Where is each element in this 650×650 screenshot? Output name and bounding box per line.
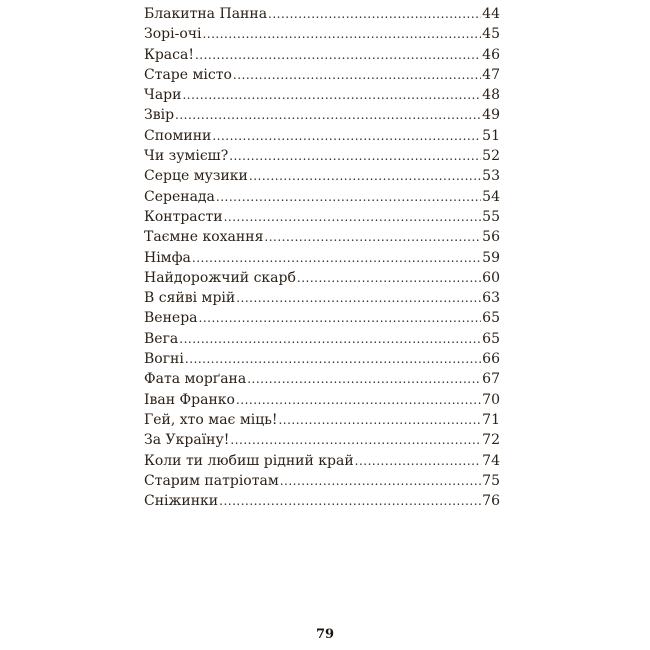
- toc-leader-dots: [185, 349, 481, 369]
- toc-leader-dots: [182, 85, 481, 105]
- toc-entry-page: 52: [482, 148, 500, 165]
- toc-entry-title: Старим патріотам: [144, 472, 279, 489]
- toc-entry-title: В сяйві мрій: [144, 290, 236, 307]
- toc-entry-page: 49: [482, 107, 500, 124]
- toc-entry-title: Фата морґана: [144, 371, 247, 388]
- toc-leader-dots: [280, 471, 481, 491]
- toc-entry-page: 60: [482, 269, 500, 286]
- toc-entry-title: Чи зумієш?: [144, 148, 229, 165]
- toc-entry: [144, 451, 500, 471]
- toc-leader-dots: [247, 369, 481, 389]
- toc-leader-dots: [199, 308, 482, 328]
- toc-entry-title: Краса!: [144, 46, 194, 63]
- page-number: 79: [315, 627, 335, 642]
- toc-entry: [144, 4, 500, 24]
- toc-entry: [144, 105, 500, 125]
- toc-entry: [144, 24, 500, 44]
- toc-entry: [144, 288, 500, 308]
- toc-entry-page: 70: [482, 391, 500, 408]
- toc-entry-page: 72: [482, 432, 500, 449]
- toc-entry: [144, 166, 500, 186]
- toc-entry-title: Коли ти любиш рідний край: [144, 452, 354, 469]
- toc-entry-page: 44: [482, 6, 500, 22]
- toc-entry-page: 74: [482, 452, 500, 469]
- toc-entry-title: Контрасти: [144, 208, 223, 225]
- toc-leader-dots: [192, 248, 481, 268]
- toc-entry-title: Чари: [144, 87, 182, 104]
- toc-entry: [144, 268, 500, 288]
- toc-entry: [144, 146, 500, 166]
- toc-entry-page: 63: [482, 290, 500, 307]
- toc-entry-page: 75: [482, 472, 500, 489]
- toc-entry-title: Зорі-очі: [144, 26, 202, 43]
- toc-entry-page: 55: [482, 208, 500, 225]
- toc-entry-title: Старе місто: [144, 66, 232, 83]
- toc-entry-title: Таємне кохання: [144, 229, 264, 246]
- toc-entry: [144, 349, 500, 369]
- toc-entry-page: 46: [482, 46, 500, 63]
- toc-entry: [144, 45, 500, 65]
- toc-entry-title: Звір: [144, 107, 175, 124]
- toc-entry-page: 71: [482, 411, 500, 428]
- toc-entry-title: Сніжинки: [144, 493, 219, 510]
- toc-entry: [144, 248, 500, 268]
- toc-entry-page: 66: [482, 351, 500, 368]
- toc-entry-page: 76: [482, 493, 500, 510]
- toc-leader-dots: [212, 126, 481, 146]
- toc-entry-title: Німфа: [144, 249, 191, 266]
- toc-leader-dots: [216, 187, 481, 207]
- toc-entry: [144, 308, 500, 328]
- toc-entry: [144, 187, 500, 207]
- toc-entry-page: 45: [482, 26, 500, 43]
- toc-entry: [144, 491, 500, 511]
- toc-entry-page: 53: [482, 168, 500, 185]
- toc-entry: [144, 430, 500, 450]
- toc-entry: [144, 329, 500, 349]
- toc-leader-dots: [179, 329, 481, 349]
- toc-entry-title: Серце музики: [144, 168, 248, 185]
- toc-entry-title: Блакитна Панна: [144, 6, 268, 22]
- toc-entry: [144, 369, 500, 389]
- toc-leader-dots: [278, 410, 481, 430]
- toc-entry-title: За Україну!: [144, 432, 230, 449]
- toc-leader-dots: [195, 45, 481, 65]
- toc-entry: [144, 390, 500, 410]
- toc-entry-page: 48: [482, 87, 500, 104]
- toc-entry-page: 67: [482, 371, 500, 388]
- toc-leader-dots: [249, 166, 481, 186]
- toc-entry-page: 65: [482, 330, 500, 347]
- toc-entry-page: 54: [482, 188, 500, 205]
- toc-leader-dots: [233, 65, 481, 85]
- toc-entry-title: Гей, хто має міць!: [144, 411, 278, 428]
- toc-entry: [144, 471, 500, 491]
- toc-leader-dots: [219, 491, 481, 511]
- toc-leader-dots: [236, 288, 481, 308]
- toc-entry-title: Іван Франко: [144, 391, 235, 408]
- toc-entry-page: 47: [482, 66, 500, 83]
- toc-entry-page: 65: [482, 310, 500, 327]
- toc-entry: [144, 126, 500, 146]
- toc-leader-dots: [202, 24, 481, 44]
- toc-leader-dots: [224, 207, 482, 227]
- toc-entry-page: 56: [482, 229, 500, 246]
- toc-entry: [144, 65, 500, 85]
- toc-leader-dots: [268, 4, 481, 24]
- toc-leader-dots: [355, 451, 482, 471]
- toc-entry-title: Вогні: [144, 351, 184, 368]
- toc-leader-dots: [264, 227, 481, 247]
- toc-entry-title: Спомини: [144, 127, 212, 144]
- toc-entry-page: 59: [482, 249, 500, 266]
- toc-entry: [144, 85, 500, 105]
- toc-entry-title: Найдорожчий скарб: [144, 269, 296, 286]
- toc-leader-dots: [236, 390, 481, 410]
- toc-entry: [144, 227, 500, 247]
- toc-leader-dots: [229, 146, 481, 166]
- toc-entry: [144, 207, 500, 227]
- table-of-contents: [144, 4, 500, 511]
- toc-entry-title: Венера: [144, 310, 198, 327]
- toc-leader-dots: [297, 268, 481, 288]
- toc-entry-title: Вега: [144, 330, 179, 347]
- toc-entry: [144, 410, 500, 430]
- toc-leader-dots: [175, 105, 481, 125]
- toc-entry-title: Серенада: [144, 188, 215, 205]
- toc-leader-dots: [230, 430, 481, 450]
- toc-entry-page: 51: [482, 127, 500, 144]
